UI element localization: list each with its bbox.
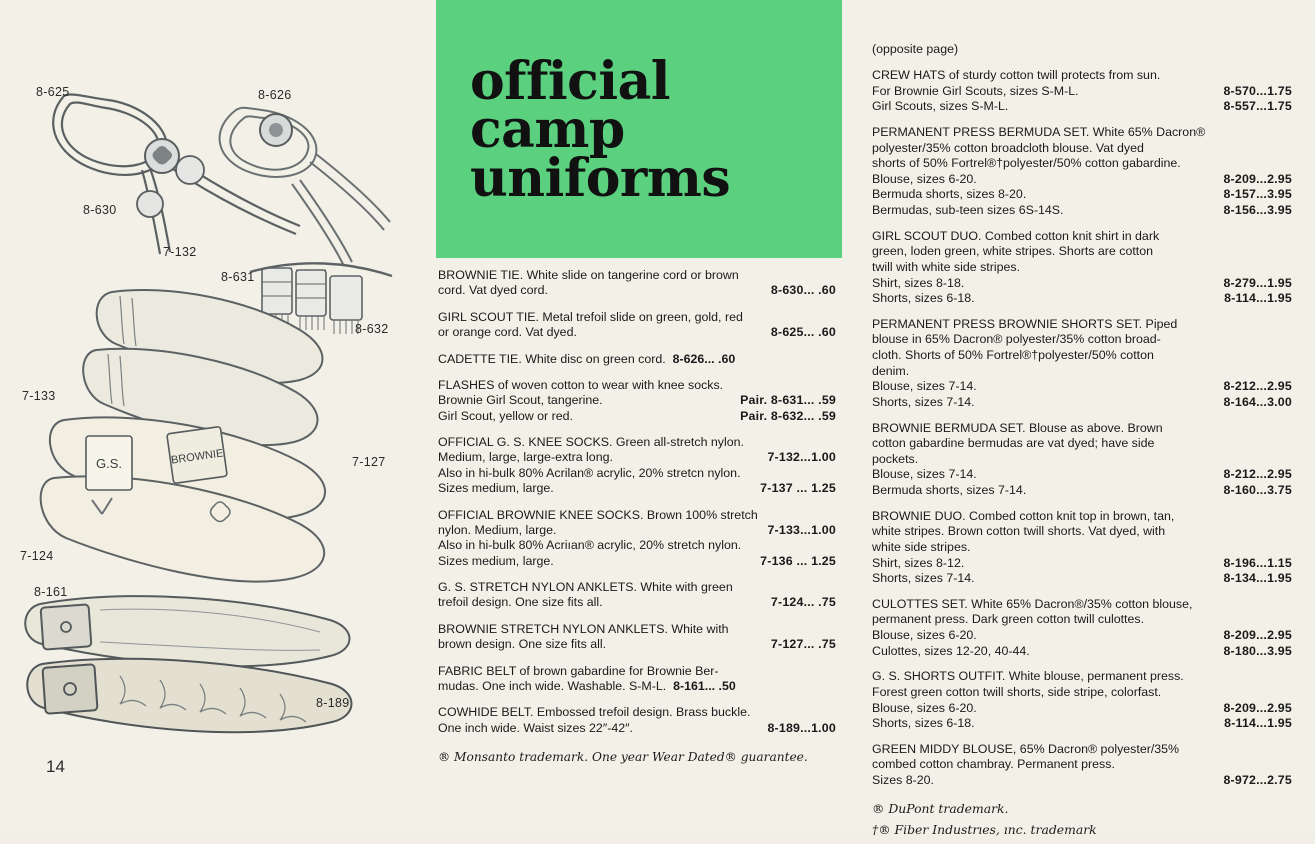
listing-cowhide-belt <box>438 705 842 736</box>
page-number: 14 <box>46 757 65 776</box>
listing-gs-knee-socks <box>438 435 842 497</box>
illus-label-8-189: 8-189 <box>316 696 350 710</box>
listing-line: Culottes, sizes 12-20, 40-44. <box>872 643 1030 658</box>
listing-price: 7-127... .75 <box>770 637 836 652</box>
listing-price: 8-279...1.95 <box>1223 275 1292 290</box>
listing-line: Blouse, sizes 7-14. <box>872 467 977 482</box>
listing-line: One inch wide. Waist sizes 22″-42″. <box>438 720 633 735</box>
listing-line: OFFICIAL BROWNIE KNEE SOCKS. Brown 100% stretch <box>438 507 758 522</box>
listing-brownie-shorts-set <box>872 317 1296 411</box>
listing-price: 7-132...1.00 <box>767 450 836 465</box>
listing-price: 8-557...1.75 <box>1223 99 1292 114</box>
listing-line: white side stripes. <box>872 539 971 554</box>
sock-patch-brownie-label: BROWNIE <box>170 447 225 467</box>
listing-price: Pair. 8-632... .59 <box>740 408 836 423</box>
listing-line: green, loden green, white stripes. Shorts are cotton <box>872 244 1154 259</box>
listing-line: Brownie Girl Scout, tangerine. <box>438 393 603 408</box>
listing-line: BROWNIE STRETCH NYLON ANKLETS. White with <box>438 621 729 636</box>
page-title-line-1: official <box>470 51 671 112</box>
illus-label-8-630: 8-630 <box>83 203 117 217</box>
listing-line: combed cotton chambray. Permanent press. <box>872 757 1115 772</box>
listing-line: cotton gabardine bermudas are vat dyed; have side <box>872 436 1155 451</box>
illus-label-7-133: 7-133 <box>22 389 56 403</box>
listing-price: 8-626... .60 <box>672 351 736 366</box>
opposite-page-note: (opposite page) <box>872 42 959 56</box>
listing-price: 8-212...2.95 <box>1223 467 1292 482</box>
illustration-artwork <box>0 0 432 790</box>
listing-line: GIRL SCOUT TIE. Metal trefoil slide on green, gold, red <box>438 309 743 324</box>
listing-line: BROWNIE DUO. Combed cotton knit top in brown, tan, <box>872 508 1175 523</box>
listing-line: PERMANENT PRESS BERMUDA SET. White 65% Dacron® <box>872 124 1206 139</box>
listing-brownie-knee-socks <box>438 508 842 570</box>
listing-price: 8-209...2.95 <box>1223 171 1292 186</box>
listing-price: 8-180...3.95 <box>1223 643 1292 658</box>
listing-line: CULOTTES SET. White 65% Dacron®/35% cotton blouse, <box>872 596 1193 611</box>
illus-label-7-132: 7-132 <box>163 245 197 259</box>
listing-line: COWHIDE BELT. Embossed trefoil design. Brass buckle. <box>438 705 751 720</box>
listing-price: 8-972...2.75 <box>1223 773 1292 787</box>
footnote-fiber-industries: †® Fiber Industrıes, ınc. trademark <box>872 822 1097 838</box>
listing-line: denim. <box>872 363 910 378</box>
illus-label-8-625: 8-625 <box>36 85 70 99</box>
listing-price: 7-133...1.00 <box>767 522 836 537</box>
middle-footnote: ® Monsanto trademark. One year Wear Dated® guarantee. <box>438 750 808 764</box>
listing-line: GIRL SCOUT DUO. Combed cotton knit shirt in dark <box>872 228 1160 243</box>
listing-line: blouse in 65% Dacron® polyester/35% cotton broad- <box>872 332 1161 347</box>
listing-line: For Brownie Girl Scouts, sizes S-M-L. <box>872 83 1079 98</box>
listing-price: 7-124... .75 <box>770 595 836 610</box>
listing-line: Blouse, sizes 6-20. <box>872 171 977 186</box>
illus-label-7-127: 7-127 <box>352 455 386 469</box>
listing-price: 8-114...1.95 <box>1224 291 1292 306</box>
listing-line: Bermuda shorts, sizes 8-20. <box>872 187 1027 202</box>
listing-price: 8-209...2.95 <box>1223 700 1292 715</box>
listing-price: 8-161... .50 <box>673 678 736 693</box>
listing-line: G. S. SHORTS OUTFIT. White blouse, permanent press. <box>872 669 1184 684</box>
listing-culottes-set <box>872 597 1296 660</box>
listing-green-middy-blouse <box>872 742 1296 789</box>
listing-line: BROWNIE BERMUDA SET. Blouse as above. Brown <box>872 420 1163 435</box>
middle-column <box>436 0 842 830</box>
listing-flashes <box>438 378 842 424</box>
middle-listings <box>438 268 842 765</box>
listing-line: cloth. Shorts of 50% Fortrel®†polyester/50% cotton <box>872 348 1154 362</box>
listing-brownie-tie <box>438 268 842 299</box>
listing-price: 8-164...3.00 <box>1223 394 1292 409</box>
listing-cadette-tie <box>438 352 842 367</box>
listing-line: or orange cord. Vat dyed. <box>438 325 577 340</box>
listing-line: G. S. STRETCH NYLON ANKLETS. White with green <box>438 580 733 594</box>
listing-price: 7-137 ... 1.25 <box>760 481 836 496</box>
page-title-line-3: uniforms <box>470 147 731 209</box>
listing-line: permanent press. Dark green cotton twill culottes. <box>872 612 1145 627</box>
listing-price: 7-136 ... 1.25 <box>760 553 836 568</box>
listing-line: Blouse, sizes 7-14. <box>872 379 977 394</box>
sock-patch-gs-label: G.S. <box>95 456 123 471</box>
listing-line: Girl Scout, yellow or red. <box>438 408 573 423</box>
listing-line: Also in hi-bulk 80% Acriıan® acrylic, 20% stretch nylon. <box>438 538 742 553</box>
listing-line: Shorts, sizes 7-14. <box>872 394 975 409</box>
listing-price: 8-157...3.95 <box>1223 187 1292 202</box>
listing-line: Shorts, sizes 6-18. <box>872 716 975 731</box>
listing-line: brown design. One size fits all. <box>438 637 607 652</box>
listing-line: PERMANENT PRESS BROWNIE SHORTS SET. Piped <box>872 316 1178 331</box>
right-footnotes <box>872 801 1296 838</box>
listing-line: polyester/35% cotton broadcloth blouse. Vat dyed <box>872 140 1144 155</box>
page-title <box>470 51 731 209</box>
listing-line: Shirt, sizes 8-12. <box>872 555 965 570</box>
right-column <box>868 0 1298 838</box>
listing-line: CADETTE TIE. White disc on green cord. <box>438 351 666 366</box>
listing-line: nylon. Medium, large. <box>438 522 557 537</box>
listing-line: FABRIC BELT of brown gabardine for Brownie Ber- <box>438 663 719 678</box>
listing-price: 8-625... .60 <box>770 325 836 340</box>
listing-line: Sizes medium, large. <box>438 481 554 496</box>
listing-permanent-press-bermuda-set <box>872 125 1296 219</box>
listing-price: 8-196...1.15 <box>1223 555 1292 570</box>
listing-line: CREW HATS of sturdy cotton twill protects from sun. <box>872 68 1161 82</box>
listing-gs-shorts-outfit <box>872 669 1296 732</box>
listing-price: 8-189...1.00 <box>767 720 836 735</box>
listing-line: Sizes 8-20. <box>872 773 934 787</box>
listing-brownie-anklets <box>438 622 842 653</box>
listing-brownie-duo <box>872 509 1296 587</box>
listing-girl-scout-tie <box>438 310 842 341</box>
listing-price: 8-209...2.95 <box>1223 628 1292 642</box>
footnote-dupont: ® DuPont trademark. <box>872 800 1009 816</box>
listing-line: cord. Vat dyed cord. <box>438 283 548 298</box>
illus-label-8-632: 8-632 <box>355 322 389 336</box>
listing-line: pockets. <box>872 451 919 466</box>
listing-line: FLASHES of woven cotton to wear with knee socks. <box>438 377 724 392</box>
illus-label-7-124: 7-124 <box>20 549 54 563</box>
listing-line: OFFICIAL G. S. KNEE SOCKS. Green all-stretch nylon. <box>438 435 744 449</box>
listing-price: Pair. 8-631... .59 <box>740 393 836 408</box>
right-listings <box>872 68 1296 844</box>
listing-crew-hats <box>872 68 1296 115</box>
listing-line: shorts of 50% Fortrel®†polyester/50% cotton gabardine. <box>872 156 1181 171</box>
listing-line: Bermudas, sub-teen sizes 6S-14S. <box>872 203 1064 217</box>
listing-price: 8-212...2.95 <box>1223 379 1292 394</box>
product-illustration <box>0 0 432 790</box>
listing-gs-anklets <box>438 580 842 611</box>
listing-line: trefoil design. One size fits all. <box>438 595 603 610</box>
listing-price: 8-630... .60 <box>770 283 836 298</box>
listing-price: 8-156...3.95 <box>1223 203 1292 217</box>
listing-line: white stripes. Brown cotton twill shorts. Vat dyed, with <box>872 524 1166 539</box>
listing-line: BROWNIE TIE. White slide on tangerine cord or brown <box>438 268 739 282</box>
listing-fabric-belt <box>438 664 842 695</box>
page-title-line-2: camp <box>470 99 625 161</box>
listing-line: GREEN MIDDY BLOUSE, 65% Dacron® polyester/35% <box>872 741 1180 756</box>
listing-line: mudas. One inch wide. Washable. S-M-L. <box>438 678 667 693</box>
listing-girl-scout-duo <box>872 229 1296 307</box>
listing-line: Medium, large, large-extra long. <box>438 450 613 465</box>
listing-line: twill with white side stripes. <box>872 259 1021 274</box>
listing-line: Also in hi-bulk 80% Acrilan® acrylic, 20% stretcn nylon. <box>438 465 741 480</box>
listing-line: Shorts, sizes 6-18. <box>872 291 975 306</box>
illus-label-8-626: 8-626 <box>258 88 292 102</box>
listing-price: 8-114...1.95 <box>1224 716 1292 731</box>
listing-line: Sizes medium, large. <box>438 553 554 568</box>
listing-line: Shirt, sizes 8-18. <box>872 275 965 290</box>
illus-label-8-631: 8-631 <box>221 270 255 284</box>
illus-label-8-161: 8-161 <box>34 585 68 599</box>
listing-line: Blouse, sizes 6-20. <box>872 628 977 642</box>
listing-price: 8-160...3.75 <box>1223 483 1292 497</box>
listing-line: Bermuda shorts, sizes 7-14. <box>872 483 1027 497</box>
listing-price: 8-570...1.75 <box>1223 83 1292 98</box>
listing-line: Girl Scouts, sizes S-M-L. <box>872 99 1009 114</box>
listing-price: 8-134...1.95 <box>1223 571 1292 586</box>
listing-line: Shorts, sizes 7-14. <box>872 571 975 586</box>
listing-brownie-bermuda-set <box>872 421 1296 499</box>
listing-line: Forest green cotton twill shorts, side stripe, colorfast. <box>872 684 1162 699</box>
listing-line: Blouse, sizes 6-20. <box>872 700 977 715</box>
